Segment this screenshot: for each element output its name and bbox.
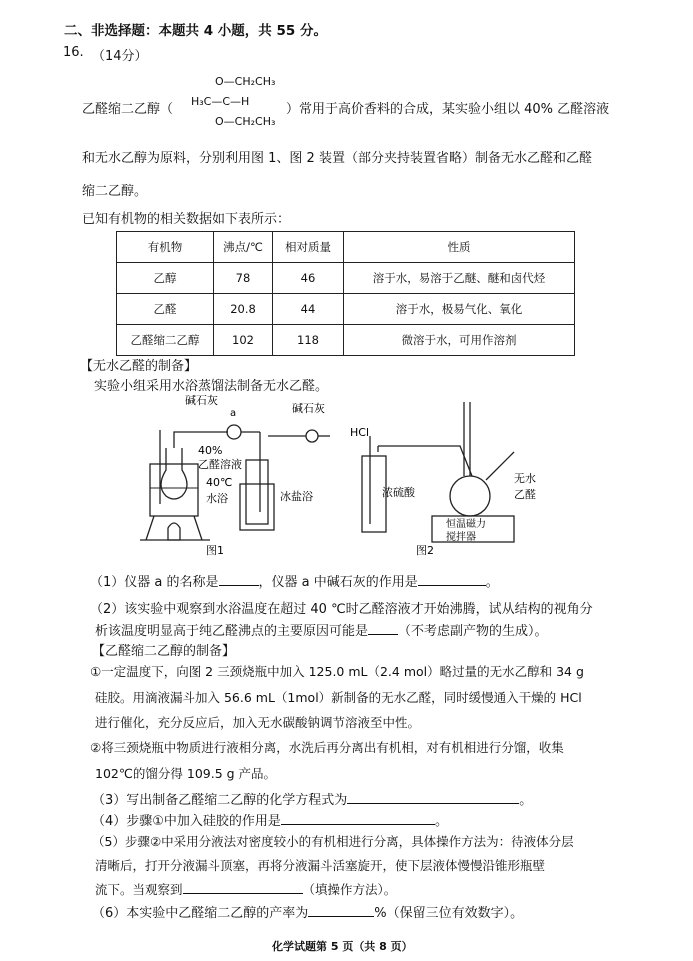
q1-text-b: ，仪器 a 中碱石灰的作用是 — [258, 575, 418, 590]
table-cell: 乙醛缩二乙醇 — [117, 325, 214, 356]
fig1-label-sol2: 乙醛溶液 — [198, 458, 242, 471]
answer-blank[interactable] — [281, 812, 435, 825]
question-number: 16. — [63, 45, 84, 60]
table-cell: 118 — [273, 325, 344, 356]
table-header: 沸点/℃ — [214, 232, 273, 263]
q3-text-b: 。 — [519, 793, 533, 808]
step1-line1: ①一定温度下，向图 2 三颈烧瓶中加入 125.0 mL（2.4 mol）略过量的无水乙醇和 34 g — [90, 664, 584, 679]
q2-line1: （2）该实验中观察到水浴温度在超过 40 ℃时乙醛溶液才开始沸腾，试从结构的视角分 — [90, 602, 593, 617]
answer-blank[interactable] — [183, 881, 303, 894]
answer-blank[interactable] — [418, 573, 486, 586]
table-cell: 乙醇 — [117, 263, 214, 294]
q5-line2: 清晰后，打开分液漏斗顶塞，再将分液漏斗活塞旋开，使下层液体慢慢沿锥形瓶壁 — [95, 858, 546, 873]
table-header: 性质 — [344, 232, 575, 263]
q5-line1: （5）步骤②中采用分液法对密度较小的有机相进行分离，具体操作方法为：待液体分层 — [92, 834, 574, 849]
q5-line3 — [95, 880, 396, 898]
intro-line2: 和无水乙醇为原料，分别利用图 1、图 2 装置（部分夹持装置省略）制备无水乙醛和乙醛 — [82, 151, 592, 166]
q2-text-c: （不考虑副产物的生成）。 — [398, 624, 548, 639]
dropping-funnel — [486, 452, 514, 480]
fig2-label-anh2: 乙醛 — [514, 488, 536, 501]
step1-line3: 进行催化，充分反应后，加入无水碳酸钠调节溶液至中性。 — [95, 715, 421, 730]
fig2-label-acid: 浓硫酸 — [382, 486, 415, 499]
table-row — [117, 263, 575, 294]
q1 — [90, 571, 499, 590]
intro-line1-post: ）常用于高价香料的合成，某实验小组以 40% 乙醛溶液 — [286, 102, 610, 117]
part1-text: 实验小组采用水浴蒸馏法制备无水乙醛。 — [94, 379, 329, 394]
q2-text-b: 析该温度明显高于纯乙醛沸点的主要原因可能是 — [95, 624, 369, 639]
question-points: （14分） — [92, 49, 148, 64]
drying-tube-a — [227, 425, 241, 439]
fig1-caption: 图1 — [206, 544, 224, 557]
three-neck-flask — [450, 476, 490, 516]
q3 — [92, 789, 532, 808]
step1-line2: 硅胶。用滴液漏斗加入 56.6 mL（1mol）新制备的无水乙醛，同时缓慢通入干燥的 HCl — [95, 690, 582, 705]
section-heading: 二、非选择题：本题共 4 小题，共 55 分。 — [64, 23, 327, 39]
burner — [168, 523, 180, 540]
fig2-label-hcl: HCl — [350, 426, 370, 439]
q6-text-b: %（保留三位有效数字）。 — [374, 906, 524, 921]
step2-line1: ②将三颈烧瓶中物质进行液相分离，水洗后再分离出有机相，对有机相进行分馏，收集 — [90, 740, 564, 755]
answer-blank[interactable] — [308, 904, 374, 917]
formula-bottom: O—CH₂CH₃ — [215, 115, 276, 128]
q1-text-a: （1）仪器 a 的名称是 — [90, 575, 219, 590]
properties-table — [116, 231, 575, 356]
q2-line2 — [95, 620, 548, 639]
step2-line2: 102℃的馏分得 109.5 g 产品。 — [95, 766, 277, 781]
table-header-row — [117, 232, 575, 263]
table-cell: 乙醛 — [117, 294, 214, 325]
part1-title: 【无水乙醛的制备】 — [80, 359, 198, 374]
q4-text-a: （4）步骤①中加入硅胶的作用是 — [92, 814, 281, 829]
table-cell: 微溶于水，可用作溶剂 — [344, 325, 575, 356]
fig2-label-stir1: 恒温磁力 — [446, 519, 486, 530]
apparatus-figures — [110, 392, 620, 562]
table-cell: 46 — [273, 263, 344, 294]
table-cell: 102 — [214, 325, 273, 356]
ice-salt-bath — [240, 484, 274, 530]
table-cell: 78 — [214, 263, 273, 294]
known-data-text: 已知有机物的相关数据如下表所示： — [82, 212, 291, 227]
answer-blank[interactable] — [347, 791, 519, 804]
table-cell: 44 — [273, 294, 344, 325]
answer-blank[interactable] — [219, 573, 259, 586]
part2-title: 【乙醛缩二乙醇的制备】 — [92, 644, 236, 659]
q5-text-d: （填操作方法）。 — [302, 882, 397, 897]
table-cell: 溶于水，极易气化、氧化 — [344, 294, 575, 325]
fig1-label-a: a — [230, 408, 237, 419]
q4-text-b: 。 — [434, 814, 448, 829]
table-header: 有机物 — [117, 232, 214, 263]
answer-blank[interactable] — [368, 622, 398, 635]
q6 — [92, 902, 523, 921]
fig1-label-ice: 冰盐浴 — [280, 490, 313, 503]
page-footer: 化学试题第 5 页（共 8 页） — [272, 940, 413, 953]
q3-text-a: （3）写出制备乙醛缩二乙醇的化学方程式为 — [92, 793, 348, 808]
q6-text-a: （6）本实验中乙醛缩二乙醇的产率为 — [92, 906, 309, 921]
table-header: 相对质量 — [273, 232, 344, 263]
fig1-label-lime1: 碱石灰 — [185, 394, 218, 407]
table-cell: 20.8 — [214, 294, 273, 325]
fig2-label-anh1: 无水 — [514, 472, 536, 485]
formula-top: O—CH₂CH₃ — [215, 75, 276, 88]
fig1-label-bath1: 40℃ — [206, 476, 233, 489]
fig2-label-stir2: 搅拌器 — [446, 532, 476, 543]
fig1-label-lime2: 碱石灰 — [292, 402, 325, 415]
water-bath-beaker — [150, 464, 198, 516]
fig2-caption: 图2 — [416, 544, 434, 557]
fig1-label-sol1: 40% — [198, 444, 223, 457]
distilling-flask — [161, 448, 187, 499]
q1-text-c: 。 — [485, 575, 499, 590]
drying-tube-right — [306, 430, 318, 442]
acetal-structural-formula — [191, 75, 291, 130]
formula-middle: H₃C—C—H — [191, 95, 250, 108]
q4 — [92, 810, 448, 829]
table-row — [117, 325, 575, 356]
table-row — [117, 294, 575, 325]
q5-text-c: 流下。当观察到 — [95, 882, 183, 897]
intro-line3: 缩二乙醇。 — [82, 184, 148, 199]
table-cell: 溶于水，易溶于乙醚、醚和卤代烃 — [344, 263, 575, 294]
intro-line1-pre: 乙醛缩二乙醇（ — [82, 102, 174, 117]
fig1-label-bath2: 水浴 — [206, 492, 228, 505]
